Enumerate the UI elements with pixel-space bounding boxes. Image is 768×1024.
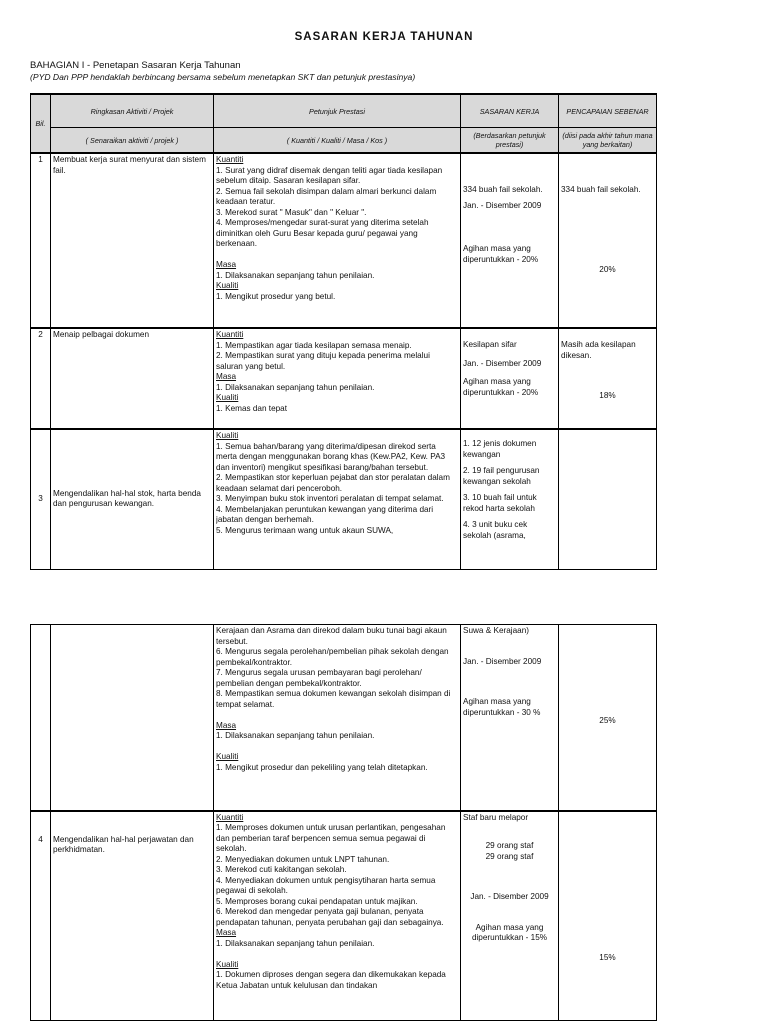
target-cell: 334 buah fail sekolah. Jan. - Disember 2009 Agihan masa yang diperuntukkan - 20% [461,153,559,328]
row-number: 3 [31,429,51,569]
section-note: (PYD Dan PPP hendaklah berbincang bersama sebelum menetapkan SKT dan petunjuk prestasinya) [30,72,416,82]
table-header-row [31,94,657,128]
target-cell: Suwa & Kerajaan) Jan. - Disember 2009 Agihan masa yang diperuntukkan - 30 % [461,625,559,811]
indicator-cell: Kuantiti 1. Surat yang didraf disemak dengan teliti agar tiada kesilapan sebelum ditaip. Sasaran kesilapan sifar. 2. Semua fail sekolah disimpan dalam almari berkunci dalam keadaan teratur. 3. Merekod surat " Masuk" dan " Keluar ". 4. Memproses/mengedar surat-surat yang diterima setelah diminitkan oleh Guru Besar kepada guru/ pegawai yang berkenaan. Masa 1. Dilaksanakan sepanjang tahun penilaian. Kualiti 1. Mengikut prosedur yang betul. [214,153,461,328]
achievement-cell: 334 buah fail sekolah. 20% [559,153,657,328]
subheader-petunjuk: ( Kuantiti / Kualiti / Masa / Kos ) [214,128,461,154]
subheader-sasaran: (Berdasarkan petunjuk prestasi) [461,128,559,154]
activity-cell: Mengendalikan hal-hal stok, harta benda dan pengurusan kewangan. [51,429,214,569]
achievement-cell [559,429,657,569]
subheader-ringkasan: ( Senaraikan aktiviti / projek ) [51,128,214,154]
table-row [31,328,657,429]
skt-table-part-2 [30,624,657,1021]
target-cell: Staf baru melapor 29 orang staf 29 orang staf Jan. - Disember 2009 Agihan masa yang diperuntukkan - 15% [461,811,559,1021]
target-cell: Kesilapan sifar Jan. - Disember 2009 Agihan masa yang diperuntukkan - 20% [461,328,559,429]
activity-cell: Mengendalikan hal-hal perjawatan dan perkhidmatan. [51,811,214,1021]
achievement-cell: 25% [559,625,657,811]
activity-cell: Membuat kerja surat menyurat dan sistem fail. [51,153,214,328]
page-title: SASARAN KERJA TAHUNAN [294,31,474,43]
indicator-cell: Kuantiti 1. Mempastikan agar tiada kesilapan semasa menaip. 2. Mempastikan surat yang dituju kepada penerima melalui saluran yang betul. Masa 1. Dilaksanakan sepanjang tahun penilaian. Kualiti 1. Kemas dan tepat [214,328,461,429]
achievement-cell: Masih ada kesilapan dikesan. 18% [559,328,657,429]
table-row [31,811,657,1021]
table-subheader-row [31,128,657,154]
indicator-cell: Kerajaan dan Asrama dan direkod dalam buku tunai bagi akaun tersebut. 6. Mengurus segala perolehan/pembelian pihak sekolah dengan pembekal/kontraktor. 7. Mengurus segala urusan pembayaran bagi perolehan/ pembelian dengan pembekal/kontraktor. 8. Mempastikan semua dokumen kewangan sekolah disimpan di tempat selamat. Masa 1. Dilaksanakan sepanjang tahun penilaian. Kualiti 1. Mengikut prosedur dan pekeliling yang telah ditetapkan. [214,625,461,811]
table-row [31,625,657,811]
header-ringkasan: Ringkasan Aktiviti / Projek [51,94,214,128]
section-heading: BAHAGIAN I - Penetapan Sasaran Kerja Tahunan [30,60,241,71]
activity-cell: Menaip pelbagai dokumen [51,328,214,429]
target-cell: 1. 12 jenis dokumen kewangan 2. 19 fail pengurusan kewangan sekolah 3. 10 buah fail untuk rekod harta sekolah 4. 3 unit buku cek sekolah (asrama, [461,429,559,569]
row-number: 1 [31,153,51,328]
row-number: 2 [31,328,51,429]
table-row [31,153,657,328]
header-bil: Bil. [31,94,51,153]
indicator-cell: Kualiti 1. Semua bahan/barang yang diterima/dipesan direkod serta merta dengan menggunakan borang khas (Kew.PA2, Kew. PA3 dan inventori) mengikut spesifikasi barang/bahan tersebut. 2. Mempastikan stor keperluan pejabat dan stor peralatan dalam keadaan selamat dari penceroboh. 3. Menyimpan buku stok inventori peralatan di tempat selamat. 4. Membelanjakan peruntukan kewangan yang diterima dari jabatan dengan berhemah. 5. Mengurus terimaan wang untuk akaun SUWA, [214,429,461,569]
table-row [31,429,657,569]
indicator-cell: Kuantiti 1. Memproses dokumen untuk urusan perlantikan, pengesahan dan pemberian taraf berpencen semua semua pegawai di sekolah. 2. Menyediakan dokumen untuk LNPT tahunan. 3. Merekod cuti kakitangan sekolah. 4. Menyediakan dokumen untuk pengisytiharan harta semua pegawai di sekolah. 5. Memproses borang cukai pendapatan untuk majikan. 6. Merekod dan mengedar penyata gaji bulanan, penyata pendapatan tahunan, penyata perubahan gaji dan sebagainya. Masa 1. Dilaksanakan sepanjang tahun penilaian. Kualiti 1. Dokumen diproses dengan segera dan dikemukakan kepada Ketua Jabatan untuk kelulusan dan tindakan [214,811,461,1021]
skt-table-part-1 [30,93,657,570]
header-pencapaian: PENCAPAIAN SEBENAR [559,94,657,128]
row-number: 4 [31,811,51,1021]
header-sasaran: SASARAN KERJA [461,94,559,128]
achievement-cell: 15% [559,811,657,1021]
subheader-pencapaian: (diisi pada akhir tahun mana yang berkaitan) [559,128,657,154]
header-petunjuk: Petunjuk Prestasi [214,94,461,128]
